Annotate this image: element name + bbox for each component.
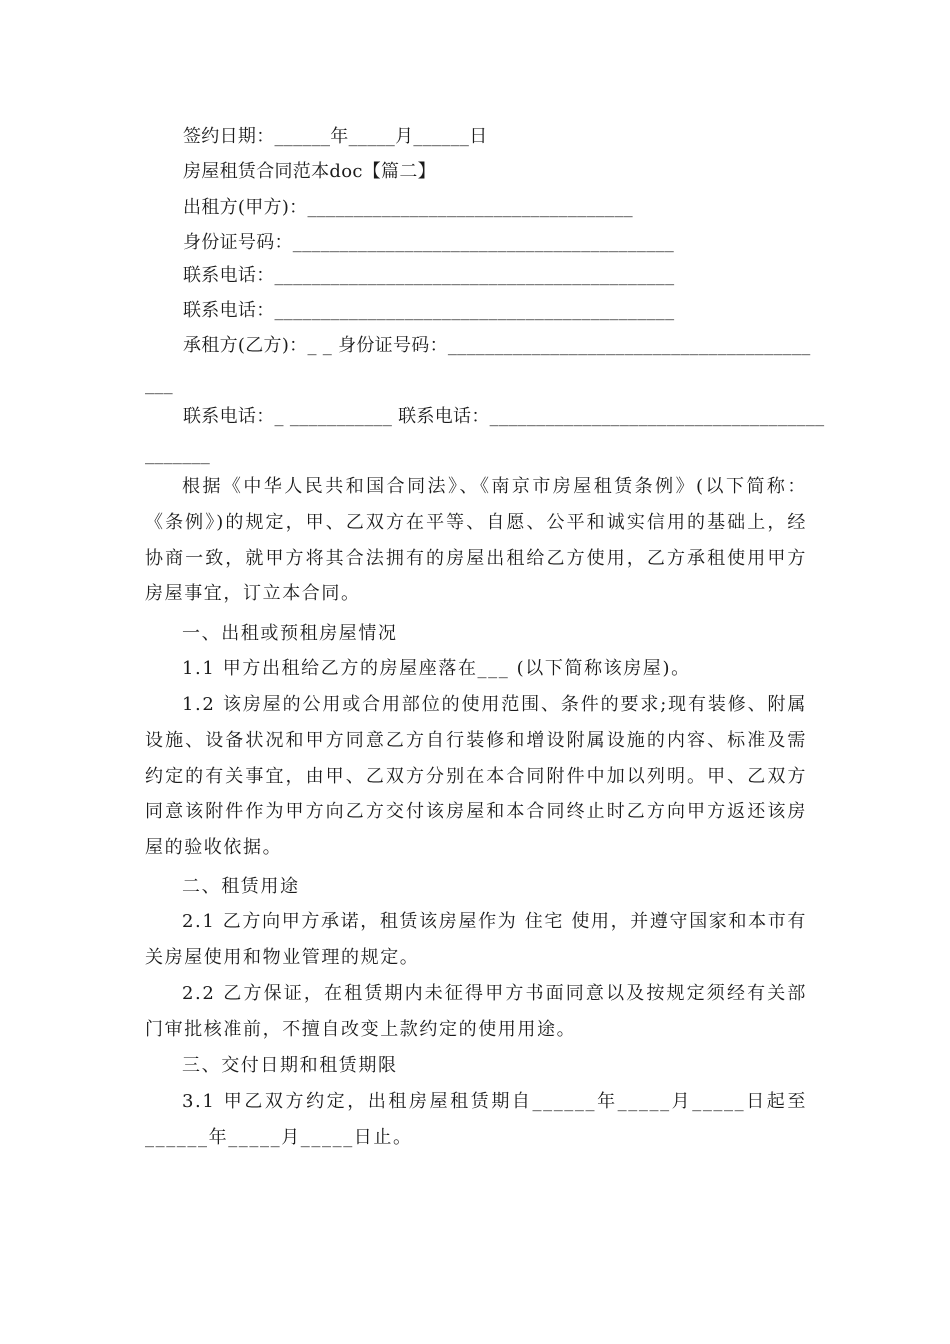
clause-2-1: 2.1 乙方向甲方承诺，租赁该房屋作为 住宅 使用，并遵守国家和本市有关房屋使用和物业管理的规定。 bbox=[145, 911, 807, 968]
signing-date-line: 签约日期：______年_____月______日 bbox=[183, 126, 488, 147]
clause-1-2: 1.2 该房屋的公用或合用部位的使用范围、条件的要求;现有装修、附属设施、设备状况和甲方同意乙方自行装修和增设附属设施的内容、标准及需约定的有关事宜，由甲、乙双方分别在本合同附件中加以列明。甲、乙双方同意该附件作为甲方向乙方交付该房屋和本合同终止时乙方向甲方返还该房屋的验收依据。 bbox=[145, 694, 807, 859]
lessor-line: 出租方(甲方)：___________________________________ bbox=[183, 197, 633, 218]
preamble-paragraph: 根据《中华人民共和国合同法》、《南京市房屋租赁条例》(以下简称：《条例》)的规定，甲、乙双方在平等、自愿、公平和诚实信用的基础上，经协商一致，就甲方将其合法拥有的房屋出租给乙方使用，乙方承租使用甲方房屋事宜，订立本合同。 bbox=[145, 476, 807, 605]
lessee-line: 承租方(乙方)：_ _ 身份证号码：_______________________________________ bbox=[183, 335, 811, 356]
heading-section-1: 一、出租或预租房屋情况 bbox=[182, 623, 398, 644]
clause-3-1: 3.1 甲乙双方约定，出租房屋租赁期自______年_____月_____日起至______年_____月_____日止。 bbox=[145, 1091, 807, 1148]
section-title: 房屋租赁合同范本doc【篇二】 bbox=[183, 161, 436, 182]
lessor-phone-line-1: 联系电话：___________________________________________ bbox=[183, 265, 675, 286]
lessee-phone-line: 联系电话：_ ___________ 联系电话：____________________________________ bbox=[183, 406, 825, 427]
heading-section-2: 二、租赁用途 bbox=[182, 876, 300, 897]
heading-section-3: 三、交付日期和租赁期限 bbox=[182, 1055, 398, 1076]
lessor-id-line: 身份证号码：_________________________________________ bbox=[183, 232, 675, 253]
lessee-phone-continuation: _______ bbox=[145, 444, 211, 465]
clause-2-2: 2.2 乙方保证，在租赁期内未征得甲方书面同意以及按规定须经有关部门审批核准前，不擅自改变上款约定的使用用途。 bbox=[145, 983, 807, 1040]
clause-1-1: 1.1 甲方出租给乙方的房屋座落在___ (以下简称该房屋)。 bbox=[182, 658, 691, 679]
lessor-phone-line-2: 联系电话：___________________________________________ bbox=[183, 300, 675, 321]
lessee-line-continuation: ___ bbox=[145, 374, 173, 395]
